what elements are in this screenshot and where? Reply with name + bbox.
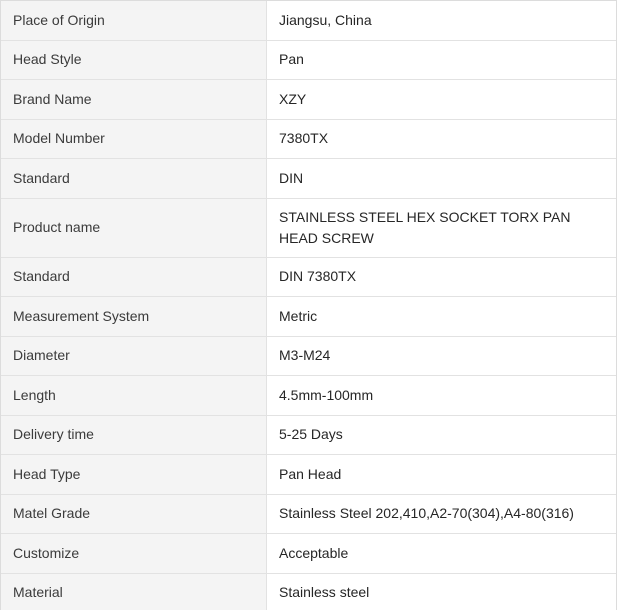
spec-value: Stainless steel (267, 574, 616, 610)
table-row (1, 297, 616, 337)
spec-value: 7380TX (267, 120, 616, 159)
spec-value: DIN 7380TX (267, 258, 616, 297)
spec-label: Brand Name (1, 80, 267, 119)
spec-value: 4.5mm-100mm (267, 376, 616, 415)
table-row (1, 120, 616, 160)
spec-label: Customize (1, 534, 267, 573)
table-row (1, 337, 616, 377)
spec-value: 5-25 Days (267, 416, 616, 455)
spec-label: Head Style (1, 41, 267, 80)
spec-label: Measurement System (1, 297, 267, 336)
spec-value: Acceptable (267, 534, 616, 573)
table-row (1, 199, 616, 258)
spec-value: Metric (267, 297, 616, 336)
table-row (1, 41, 616, 81)
spec-label: Diameter (1, 337, 267, 376)
spec-value: Pan (267, 41, 616, 80)
spec-value: M3-M24 (267, 337, 616, 376)
spec-value: Pan Head (267, 455, 616, 494)
spec-value: XZY (267, 80, 616, 119)
table-row (1, 80, 616, 120)
spec-value: STAINLESS STEEL HEX SOCKET TORX PAN HEAD SCREW (267, 199, 616, 257)
table-row (1, 574, 616, 610)
spec-label: Place of Origin (1, 1, 267, 40)
table-row (1, 1, 616, 41)
table-row (1, 376, 616, 416)
spec-label: Delivery time (1, 416, 267, 455)
spec-label: Matel Grade (1, 495, 267, 534)
spec-label: Head Type (1, 455, 267, 494)
table-row (1, 455, 616, 495)
table-row (1, 258, 616, 298)
spec-value: DIN (267, 159, 616, 198)
spec-value: Stainless Steel 202,410,A2-70(304),A4-80(316) (267, 495, 616, 534)
spec-label: Standard (1, 258, 267, 297)
table-row (1, 534, 616, 574)
table-row (1, 416, 616, 456)
table-row (1, 159, 616, 199)
table-row (1, 495, 616, 535)
spec-label: Model Number (1, 120, 267, 159)
spec-label: Material (1, 574, 267, 610)
spec-label: Product name (1, 199, 267, 257)
spec-label: Standard (1, 159, 267, 198)
spec-label: Length (1, 376, 267, 415)
spec-value: Jiangsu, China (267, 1, 616, 40)
